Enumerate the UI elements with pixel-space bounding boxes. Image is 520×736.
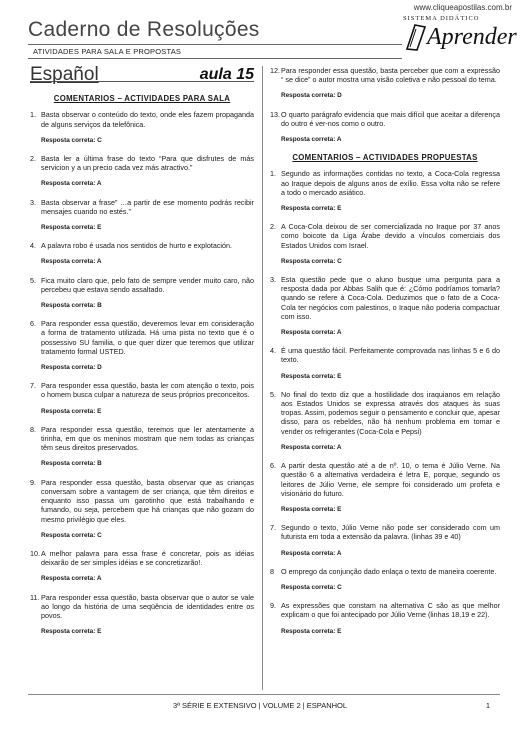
question-comment: Esta questão pede que o aluno busque uma pergunta para a resposta dada por Abbas Salih que é: ¿Cómo podríamos tomarla? quando se refere à Coca-Cola. Deduzimos que o fato de a Coca-Cola ter negócios com palestinos, o Iraque não poderia compactuar com isso.	[281, 275, 500, 321]
question-number: 10.	[30, 548, 40, 558]
lesson-number: aula 15	[199, 66, 254, 83]
logo-word: Aprender	[427, 24, 517, 50]
section-title-propuestas: COMENTARIOS – ACTIVIDADES PROPUESTAS	[292, 153, 478, 163]
question-number: 11.	[30, 592, 40, 602]
correct-answer: Resposta correta: A	[281, 549, 342, 557]
correct-answer: Resposta correta: A	[41, 258, 102, 266]
left-column	[30, 64, 254, 645]
question-item	[30, 593, 254, 621]
question-item	[270, 110, 500, 128]
correct-answer: Resposta correta: E	[41, 628, 102, 636]
question-item	[270, 567, 500, 576]
logo-system-text: SISTEMA DIDÁTICO	[403, 15, 480, 22]
question-number: 1.	[30, 110, 36, 120]
question-comment: Segundo as informações contidas no texto, a Coca-Cola regressa ao Iraque depois de alguns anos de exílio. Essa volta não se refere a todo o mercado asiático.	[281, 169, 500, 197]
question-number: 4.	[270, 346, 276, 356]
question-number: 8	[270, 566, 274, 576]
question-number: 3.	[270, 275, 276, 285]
question-item	[270, 390, 500, 436]
aprender-logo	[397, 15, 517, 57]
question-item	[30, 154, 254, 172]
question-number: 2.	[270, 222, 276, 232]
question-comment: Basta ler a última frase do texto “Para que disfrutes de más servicion y a un precio cada vez más atractivo.”	[41, 154, 254, 173]
question-number: 6.	[270, 461, 276, 471]
question-comment: A melhor palavra para essa frase é concretar, pois as idéias deixarão de ser simples idéias e se concretizarão!.	[41, 548, 254, 568]
question-comment: Para responder essa questão, basta observar que as crianças conversam sobre a vantagem de ser criança, que têm direitos e enquanto isso passa um garotinho que está trabalhando e fumando, ou seja, percebem que há crianças que não gozam do mesmo privilégio que eles.	[41, 477, 254, 524]
question-comment: Para responder essa questão, basta perceber que com a expressão “ se dice” o autor mostra uma visão coletiva e não pessoal do tema.	[281, 66, 500, 85]
question-number: 4.	[30, 241, 36, 251]
propuestas-answers-list	[270, 169, 500, 635]
question-item	[270, 461, 500, 498]
question-item	[30, 381, 254, 399]
header-top-rule	[28, 44, 402, 45]
right-column	[270, 66, 500, 645]
question-comment: É uma questão fácil. Perfeitamente comprovada nas linhas 5 e 6 do texto.	[281, 346, 500, 365]
correct-answer: Resposta correta: E	[41, 224, 102, 232]
correct-answer: Resposta correta: E	[281, 505, 342, 513]
question-item	[30, 319, 254, 356]
question-comment: Basta observar o conteúdo do texto, onde eles fazem propaganda de alguns serviços da telefônica.	[41, 110, 254, 129]
footer-rule	[28, 694, 500, 695]
question-comment: A Coca-Cola deixou de ser comercializada no Iraque por 37 anos como boicote da Liga Árabe devido a vínculos comerciais dos Estados Unidos com Israel.	[281, 222, 500, 250]
question-number: 2.	[30, 154, 36, 164]
question-number: 7.	[270, 523, 276, 533]
book-logo-icon	[405, 23, 427, 51]
question-comment: A palavra robo é usada nos sentidos de hurto e explotación.	[41, 241, 232, 251]
question-comment: Para responder essa questão, deveremos levar em consideração a forma de tratamento utilizada. Há uma pista no texto que é o possessivo SU familia, o que quer dizer que teremos que utilizar tratamento formal USTED.	[41, 319, 254, 356]
question-item	[30, 478, 254, 524]
question-item	[270, 523, 500, 541]
correct-answer: Resposta correta: A	[281, 443, 342, 451]
question-comment: O emprego da conjunção dado enlaça o texto de maneira coerente.	[281, 566, 497, 576]
correct-answer: Resposta correta: E	[41, 407, 102, 415]
page-title: Caderno de Resoluções	[28, 18, 260, 41]
question-comment: O quarto parágrafo evidencia que mais difícil que aceitar a diferença do outro é ver-nos como o outro.	[281, 109, 500, 128]
correct-answer: Resposta correta: C	[281, 257, 342, 265]
question-item	[270, 222, 500, 250]
question-comment: Segundo o texto, Júlio Verne não pode ser considerado com um futurista em toda a extensão da palavra. (linhas 39 e 40)	[281, 523, 500, 542]
question-item	[30, 276, 254, 294]
question-comment: No final do texto diz que a hostilidade dos iraquianos em relação aos Estados Unidos se expressa através dos ataques às suas tropas. Assim, podemos seguir o pensamento e concluir que, apesar disso, para os rebeldes, não há nenhum problema em tomar e vender os refrigerantes (Coca-Cola e Pepsi)	[281, 389, 500, 436]
correct-answer: Resposta correta: B	[41, 460, 102, 468]
question-number: 12.	[270, 66, 280, 75]
question-comment: As expressões que constam na alternativa C são as que melhor explicam o que foi antecipado por Júlio Verne (linhas 18,19 e 22).	[281, 601, 500, 620]
question-item	[270, 66, 500, 84]
question-number: 9.	[30, 477, 36, 487]
correct-answer: Resposta correta: E	[281, 205, 342, 213]
question-number: 1.	[270, 169, 276, 179]
correct-answer: Resposta correta: D	[281, 92, 342, 100]
question-item	[30, 549, 254, 567]
section-title-sala: COMENTARIOS – ACTIVIDADES PARA SALA	[53, 94, 231, 104]
question-item	[270, 169, 500, 197]
sala-answers-continued	[270, 66, 500, 144]
column-divider	[262, 66, 263, 690]
question-comment: Fica muito claro que, pelo fato de sempre vender muito caro, não percebeu que estava sendo assaltado.	[41, 275, 254, 294]
question-item	[270, 601, 500, 619]
question-item	[30, 241, 254, 250]
question-number: 3.	[30, 197, 36, 207]
question-number: 5.	[270, 389, 276, 399]
question-number: 7.	[30, 381, 36, 391]
question-comment: Basta observar a frase” …a partir de ese momento podrás recibir mensajes cuando no estés.”	[41, 197, 254, 216]
subject-header	[30, 64, 254, 85]
correct-answer: Resposta correta: A	[281, 136, 342, 144]
question-item	[30, 198, 254, 216]
question-item	[270, 346, 500, 364]
question-number: 8.	[30, 424, 36, 434]
footer-text: 3ª SÉRIE E EXTENSIVO | VOLUME 2 | ESPANHOL	[172, 701, 348, 710]
question-comment: Para responder essa questão, teremos que ler atentamente a tirinha, em que os meninos mostram que nem todas as crianças têm seus direitos preservados.	[41, 424, 254, 453]
question-number: 13.	[270, 109, 280, 119]
subject-name: Español	[30, 64, 99, 85]
correct-answer: Resposta correta: A	[41, 180, 102, 188]
page-subtitle: ATIVIDADES PARA SALA E PROPOSTAS	[33, 47, 182, 56]
question-item	[30, 110, 254, 128]
correct-answer: Resposta correta: A	[41, 575, 102, 583]
question-comment: Para responder essa questão, basta observar que o autor se vale ao longo da história de uma seqüência de identidades entre os povos.	[41, 592, 254, 620]
correct-answer: Resposta correta: E	[281, 627, 342, 635]
question-item	[30, 425, 254, 453]
sala-answers-list	[30, 110, 254, 636]
correct-answer: Resposta correta: C	[281, 583, 342, 591]
question-comment: Para responder essa questão, basta ler com atenção o texto, pois o homem busca culpar a natureza de seus próprios preconceitos.	[41, 381, 254, 400]
header-bottom-rule	[28, 58, 402, 59]
site-url[interactable]: www.cliqueapostilas.com.br	[413, 3, 512, 12]
question-comment: A partir desta questão até a de nº. 10, o tema é Júlio Verne. Na questão 6 a alternativa verdadeira é letra E, porque, segundo os leitores de Júlio Verne, ele sempre foi considerado um profeta e visionário do futuro.	[281, 461, 500, 498]
question-number: 5.	[30, 275, 36, 285]
correct-answer: Resposta correta: C	[41, 136, 102, 144]
page-number: 1	[485, 701, 490, 710]
correct-answer: Resposta correta: A	[281, 329, 342, 337]
correct-answer: Resposta correta: C	[41, 531, 102, 539]
question-number: 6.	[30, 319, 36, 329]
question-number: 9.	[270, 601, 276, 611]
correct-answer: Resposta correta: E	[281, 372, 342, 380]
correct-answer: Resposta correta: B	[41, 302, 102, 310]
question-item	[270, 275, 500, 321]
correct-answer: Resposta correta: D	[41, 364, 102, 372]
